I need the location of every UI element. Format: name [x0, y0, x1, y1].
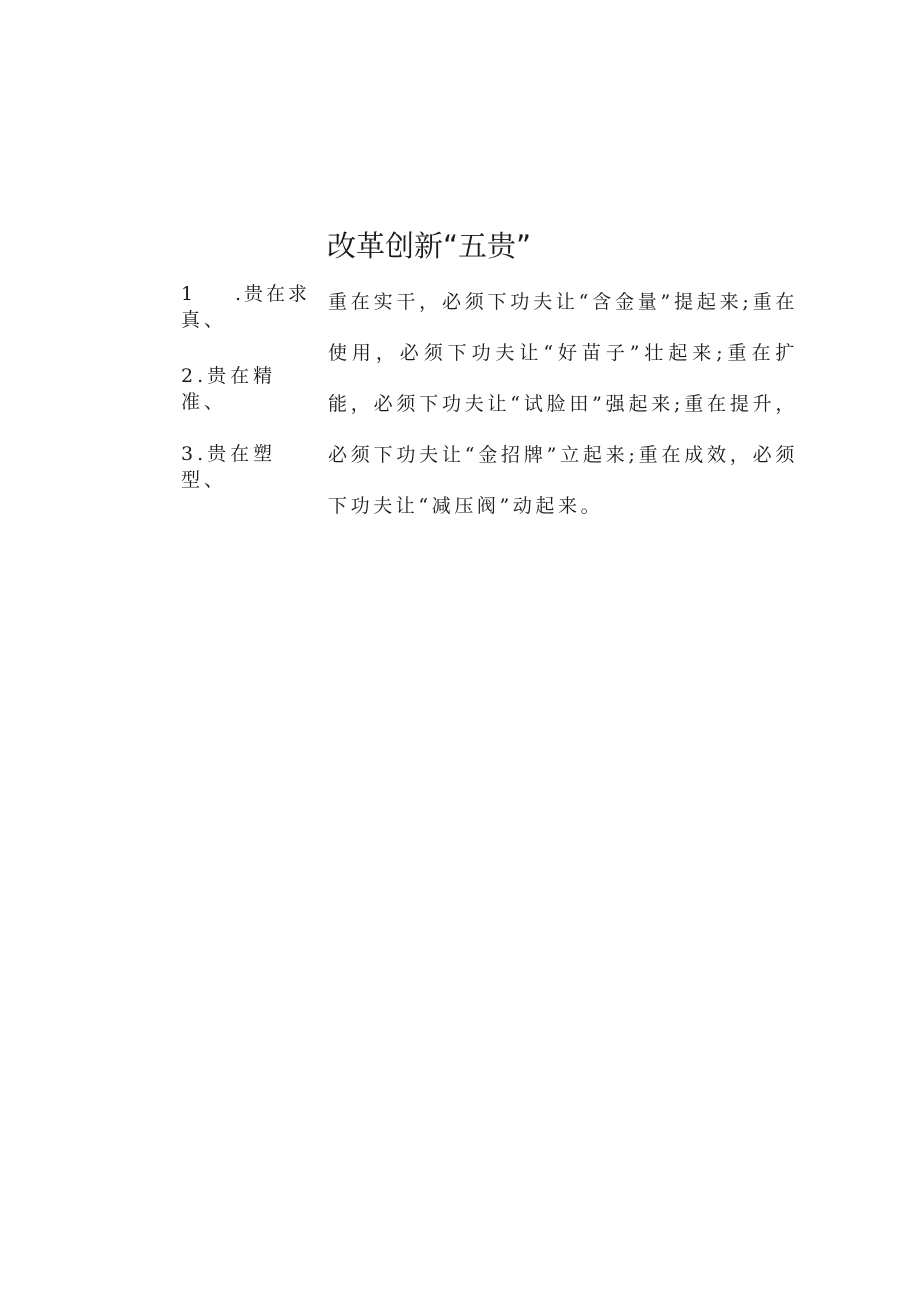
list-item-1-continuation: 真、 [181, 309, 228, 331]
document-title: 改革创新“五贵” [327, 229, 532, 263]
list-item-2-continuation: 准、 [181, 391, 228, 413]
list-item-3-first-line [181, 441, 313, 467]
list-item-2-number: 2. [181, 365, 208, 387]
list-item-3-continuation: 型、 [181, 469, 228, 491]
list-item-1-first-line [181, 281, 313, 307]
list-item-1-number: 1 [181, 283, 194, 305]
body-paragraph: 重在实干，必须下功夫让“含金量”提起来;重在使用，必须下功夫让“好苗子”壮起来;重在扩能，必须下功夫让“试脸田”强起来;重在提升，必须下功夫让“金招牌”立起来;重在成效，必须下功夫让“减压阀”动起来。 [328, 291, 798, 517]
list-item-3 [181, 441, 313, 521]
list-item-3-number: 3. [181, 443, 208, 465]
list-item-2-text: 贵在精 [207, 365, 277, 387]
list-item-2-first-line [181, 363, 313, 389]
list-item-1 [181, 281, 313, 361]
item-list [181, 281, 313, 521]
list-item-2 [181, 363, 313, 443]
list-item-1-text: .贵在求 [235, 283, 311, 305]
list-item-3-text: 贵在塑 [207, 443, 277, 465]
